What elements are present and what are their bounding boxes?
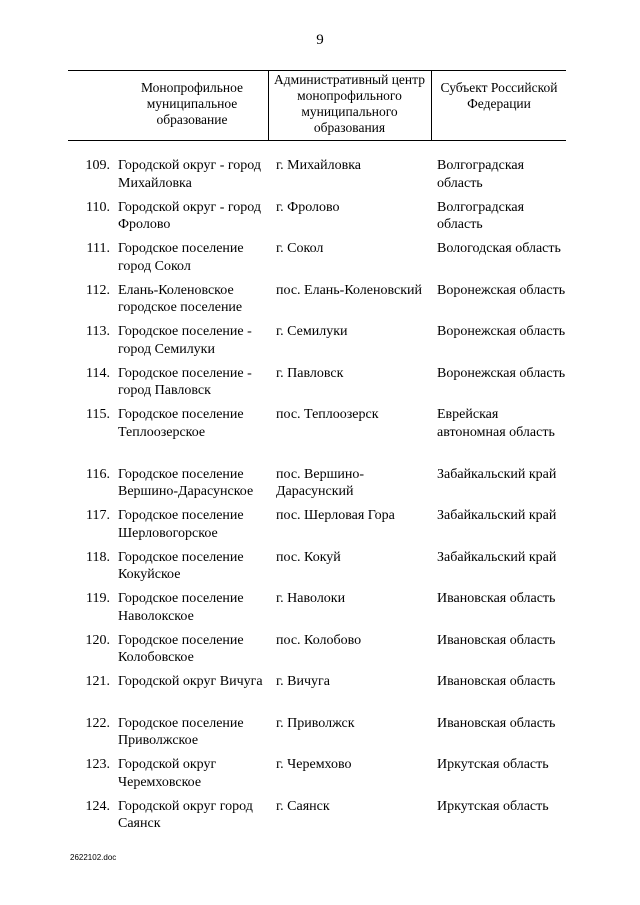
admin-center: г. Михайловка (276, 158, 362, 173)
municipal-entity: Городское поселение Колобовское (118, 632, 244, 665)
header-separator (431, 70, 432, 140)
municipal-entity: Городское поселение город Сокол (118, 241, 244, 274)
municipal-entity: Городской округ Вичуга (118, 674, 263, 689)
municipal-entity: Городское поселение Наволокское (118, 591, 244, 624)
municipal-entity: Городское поселение - город Павловск (118, 365, 252, 398)
row-number: 122. (85, 715, 110, 731)
row-number: 111. (86, 241, 110, 256)
federal-subject: Воронежская область (437, 282, 566, 298)
row-number: 123. (85, 757, 110, 772)
federal-subject: Ивановская область (437, 715, 556, 731)
row-number: 112. (86, 282, 110, 298)
federal-subject: Иркутская область (437, 757, 549, 772)
admin-center: г. Павловск (276, 365, 344, 381)
admin-center: пос. Вершино-Дарасунский (276, 466, 365, 499)
municipal-entity: Городской округ - город Михайловка (118, 158, 262, 191)
federal-subject: Забайкальский край (437, 549, 557, 565)
row-number: 121. (85, 674, 110, 689)
federal-subject: Воронежская область (437, 365, 566, 381)
admin-center: г. Наволоки (276, 591, 346, 606)
header-municipal-entity: Монопрофильное муниципальное образование (140, 80, 244, 127)
municipal-entity: Городской округ - город Фролово (118, 199, 262, 232)
admin-center: г. Семилуки (276, 324, 348, 339)
federal-subject: Вологодская область (437, 241, 561, 256)
municipal-entity: Городское поселение - город Семилуки (118, 324, 252, 357)
municipal-entity: Городское поселение Шерловогорское (118, 508, 244, 541)
municipal-entity: Елань-Коленовское городское поселение (118, 282, 243, 315)
federal-subject: Еврейская автономная область (437, 407, 555, 440)
admin-center: г. Вичуга (276, 674, 330, 689)
federal-subject: Ивановская область (437, 632, 556, 648)
municipal-entity: Городское поселение Теплоозерское (118, 407, 244, 440)
row-number: 113. (86, 324, 110, 339)
admin-center: г. Сокол (276, 241, 324, 256)
municipal-entity: Городское поселение Кокуйское (118, 549, 244, 582)
municipal-entity: Городское поселение Вершино-Дарасунское (118, 466, 254, 499)
municipal-entity: Городское поселение Приволжское (118, 715, 244, 748)
federal-subject: Ивановская область (437, 674, 556, 689)
municipal-entity: Городской округ Черемховское (118, 757, 217, 790)
table-top-rule (68, 70, 566, 71)
admin-center: пос. Шерловая Гора (276, 508, 395, 523)
municipal-entity: Городской округ город Саянск (118, 798, 253, 831)
federal-subject: Забайкальский край (437, 508, 557, 523)
row-number: 124. (85, 798, 110, 814)
federal-subject: Иркутская область (437, 798, 549, 814)
row-number: 119. (86, 591, 110, 606)
admin-center: пос. Теплоозерск (276, 407, 379, 422)
admin-center: г. Саянск (276, 798, 330, 814)
header-federal-subject: Субъект Российской Федерации (440, 80, 558, 111)
document-footer-filename: 2622102.doc (70, 853, 117, 862)
federal-subject: Волгоградская область (437, 199, 525, 232)
federal-subject: Воронежская область (437, 324, 566, 339)
row-number: 115. (86, 407, 110, 422)
row-number: 120. (85, 632, 110, 648)
admin-center: г. Фролово (276, 199, 340, 215)
admin-center: пос. Кокуй (276, 549, 341, 565)
row-number: 118. (86, 549, 110, 565)
row-number: 110. (86, 199, 110, 215)
row-number: 114. (86, 365, 110, 381)
admin-center: г. Приволжск (276, 715, 355, 731)
row-number: 116. (86, 466, 110, 482)
admin-center: пос. Колобово (276, 632, 362, 648)
header-admin-center: Административный центр монопрофильного муниципального образования (274, 72, 425, 135)
page-number: 9 (316, 32, 324, 48)
row-number: 109. (85, 158, 110, 173)
admin-center: г. Черемхово (276, 757, 352, 772)
table-header-rule (68, 140, 566, 141)
federal-subject: Забайкальский край (437, 466, 557, 482)
row-number: 117. (86, 508, 110, 523)
federal-subject: Волгоградская область (437, 158, 525, 191)
federal-subject: Ивановская область (437, 591, 556, 606)
admin-center: пос. Елань-Коленовский (276, 282, 423, 298)
